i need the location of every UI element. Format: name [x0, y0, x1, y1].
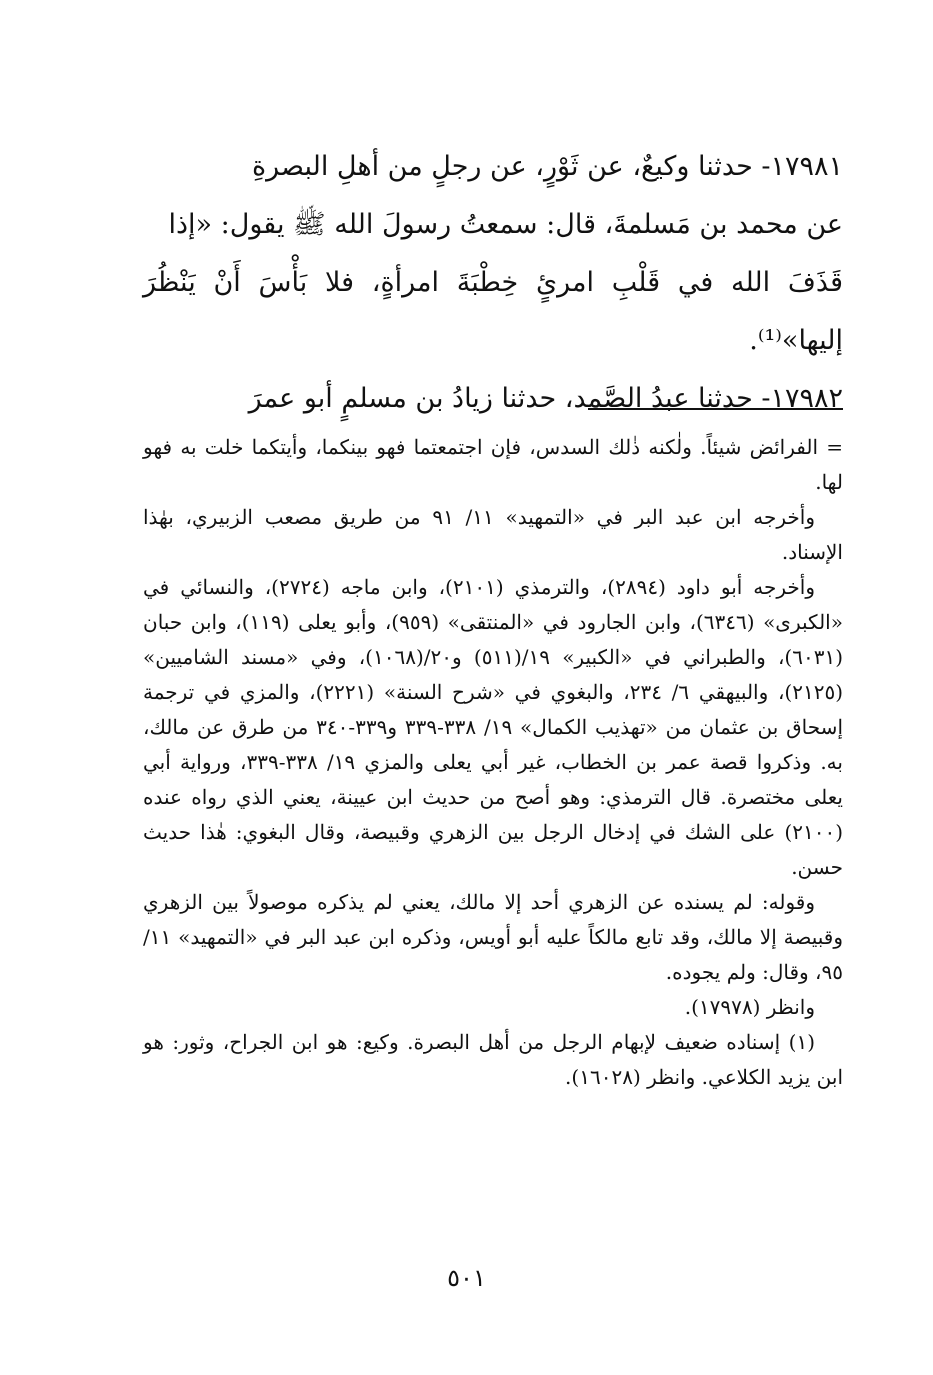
- footnotes: [143, 430, 843, 1095]
- footnote-separator: [588, 408, 843, 410]
- main-text: [143, 138, 843, 428]
- footnote-paragraph: وانظر (١٧٩٧٨).: [684, 995, 815, 1019]
- footnote-paragraph: وأخرجه أبو داود (٢٨٩٤)، والترمذي (٢١٠١)، وابن ماجه (٢٧٢٤)، والنسائي في «الكبرى» (٦٣٤٦)، وابن الجارود في «المنتقى» (٩٥٩)، وأبو يعلى (١١٩)، وابن حبان (٦٠٣١)، والطبراني في «الكبير» ١٩/(٥١١) و٢٠/(١٠٦٨)، وفي «مسند الشاميين» (٢١٢٥)، والبيهقي ٦/ ٢٣٤، والبغوي في «شرح السنة» (٢٢٢١)، والمزي في ترجمة إسحاق بن عثمان من «تهذيب الكمال» ١٩/ ٣٣٨-٣٣٩ و٣٣٩-٣٤٠ من طرق عن مالك، به. وذكروا قصة عمر بن الخطاب، غير أبي يعلى والمزي ١٩/ ٣٣٨-٣٣٩، ورواية أبي يعلى مختصرة. قال الترمذي: وهو أصح من حديث ابن عيينة، يعني الذي رواه عنده (٢١٠٠) على الشك في إدخال الرجل بين الزهري وقبيصة، وقال البغوي: هٰذا حديث حسن.: [143, 575, 844, 879]
- footnote-continuation: = الفرائض شيئاً. ولٰكنه ذٰلك السدس، فإن اجتمعتما فهو بينكما، وأيتكما خلت به فهو لها.: [143, 435, 843, 494]
- footnote-paragraph: وقوله: لم يسنده عن الزهري أحد إلا مالك، يعني لم يذكره موصولاً بين الزهري وقبيصة إلا مالك، وقد تابع مالكاً عليه أبو أويس، وذكره ابن عبد البر في «التمهيد» ١١/ ٩٥، وقال: ولم يجوده.: [143, 890, 843, 984]
- hadith-17981-line-2: عن محمد بن مَسلمةَ، قال: سمعتُ رسولَ الله ﷺ يقول: «إذا: [168, 209, 843, 240]
- footnote-paragraph: وأخرجه ابن عبد البر في «التمهيد» ١١/ ٩١ من طريق مصعب الزبيري، بهٰذا الإسناد.: [143, 505, 843, 564]
- hadith-17981-line-1: ١٧٩٨١- حدثنا وكيعٌ، عن ثَوْرٍ، عن رجلٍ من أهلِ البصرةِ: [251, 151, 843, 182]
- footnote-1: (١) إسناده ضعيف لإبهام الرجل من أهل البصرة. وكيع: هو ابن الجراح، وثور: هو ابن يزيد الكلاعي. وانظر (١٦٠٢٨).: [143, 1030, 843, 1089]
- hadith-17981-line-3: قَذَفَ الله في قَلْبِ امرئٍ خِطْبَةَ امرأةٍ، فلا بَأْسَ أَنْ يَنْظُرَ إليها»⁽¹⁾.: [143, 267, 843, 356]
- page-number: ٥٠١: [447, 1264, 486, 1292]
- hadith-17982-line-1: ١٧٩٨٢- حدثنا عبدُ الصَّمد، حدثنا زيادُ بن مسلمٍ أبو عمرَ: [248, 383, 843, 414]
